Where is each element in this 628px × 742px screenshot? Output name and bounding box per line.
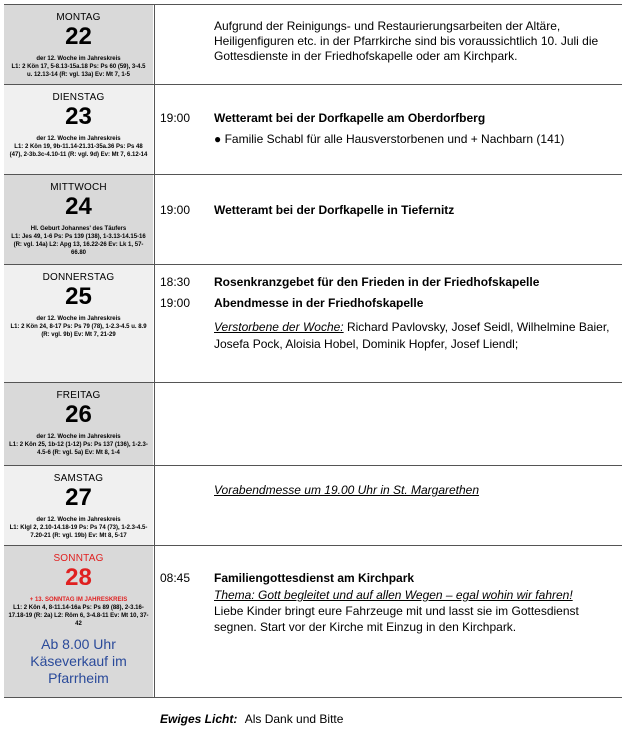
side-notice: Ab 8.00 Uhr Käseverkauf im Pfarrheim bbox=[30, 636, 127, 686]
notice-text: Vorabendmesse um 19.00 Uhr in St. Margarethen bbox=[214, 483, 480, 497]
divider bbox=[154, 546, 155, 698]
eternal-light-text: Als Dank und Bitte bbox=[244, 712, 344, 726]
day-readings: L1: 2 Kön 4, 8-11.14-16a Ps: Ps 89 (88), 2-3.16-17.18-19 (R: 2a) L2: Röm 6, 3-4.8-11 Ev: Mt 10, 37-42 bbox=[8, 605, 149, 627]
day-name: MITTWOCH bbox=[50, 182, 107, 193]
day-content bbox=[160, 203, 618, 218]
divider bbox=[154, 265, 155, 383]
day-content bbox=[160, 19, 618, 64]
event-title: Wetteramt bei der Dorfkapelle am Oberdorfberg bbox=[214, 111, 486, 125]
bottom-divider bbox=[4, 697, 622, 698]
event-description: Liebe Kinder bringt eure Fahrzeuge mit und lasst sie im Gottesdienst segnen. Start vor der Kirche mit Einzug in den Kirchpark. bbox=[214, 604, 579, 634]
divider bbox=[154, 383, 155, 466]
day-cell bbox=[4, 466, 153, 546]
day-content bbox=[160, 275, 618, 353]
day-number: 26 bbox=[65, 401, 92, 428]
day-readings: L1: Klgl 2, 2.10-14.18-19 Ps: Ps 74 (73), 1-2.3-4.5-7.20-21 (R: vgl. 19b) Ev: Mt 8, 5-17 bbox=[9, 525, 148, 539]
day-cell bbox=[4, 383, 153, 466]
day-readings: L1: 2 Kön 17, 5-8.13-15a.18 Ps: Ps 60 (59), 3-4.5 u. 12.13-14 (R: vgl. 13a) Ev: Mt 7, 1-5 bbox=[11, 64, 146, 78]
divider bbox=[154, 85, 155, 175]
day-subtitle: der 12. Woche im Jahreskreis bbox=[36, 316, 121, 322]
event-time: 19:00 bbox=[160, 111, 191, 125]
day-readings: L1: 2 Kön 24, 8-17 Ps: Ps 79 (78), 1-2.3-4.5 u. 8.9 (R: vgl. 9b) Ev: Mt 7, 21-29 bbox=[10, 324, 147, 338]
day-cell bbox=[4, 265, 153, 383]
day-subtitle: der 12. Woche im Jahreskreis bbox=[36, 136, 121, 142]
day-subtitle: + 13. SONNTAG IM JAHRESKREIS bbox=[29, 597, 128, 603]
event-theme: Thema: Gott begleitet und auf allen Wegen – egal wohin wir fahren! bbox=[214, 588, 573, 602]
day-number: 25 bbox=[65, 283, 92, 310]
day-number: 23 bbox=[65, 103, 92, 130]
event-title: Abendmesse in der Friedhofskapelle bbox=[214, 296, 424, 310]
event-item bbox=[160, 275, 618, 290]
day-row-saturday bbox=[4, 465, 622, 546]
day-cell bbox=[4, 5, 153, 85]
day-subtitle: der 12. Woche im Jahreskreis bbox=[36, 434, 121, 440]
day-name: SONNTAG bbox=[53, 553, 104, 564]
day-content bbox=[160, 111, 618, 147]
day-cell bbox=[4, 85, 153, 175]
notice-text: Aufgrund der Reinigungs- und Restaurierungsarbeiten der Altäre, Heiligenfiguren etc. in der Pfarrkirche sind bis voraussichtlich 10. Juli die Gottesdienste in der Friedhofskapelle oder am Kirchpark. bbox=[214, 19, 599, 63]
event-item bbox=[160, 203, 618, 218]
event-title: Rosenkranzgebet für den Frieden in der Friedhofskapelle bbox=[214, 275, 540, 289]
day-row-tuesday bbox=[4, 84, 622, 175]
day-number: 28 bbox=[65, 564, 92, 591]
day-number: 24 bbox=[65, 193, 92, 220]
day-readings: L1: 2 Kön 25, 1b-12 (1-12) Ps: Ps 137 (136), 1-2.3-4.5-6 (R: vgl. 5a) Ev: Mt 8, 1-4 bbox=[9, 442, 148, 456]
day-number: 27 bbox=[65, 484, 92, 511]
day-row-monday bbox=[4, 4, 622, 85]
deceased-names: Richard Pavlovsky, Josef Seidl, Wilhelmine Baier, Josefa Pock, Aloisia Hobel, Dominik Hopfer, Josef Liendl; bbox=[214, 320, 610, 351]
event-time: 19:00 bbox=[160, 203, 191, 217]
event-title: ● Familie Schabl für alle Hausverstorbenen und + Nachbarn (141) bbox=[214, 132, 565, 146]
day-number: 22 bbox=[65, 23, 92, 50]
divider bbox=[154, 175, 155, 265]
deceased-label: Verstorbene der Woche: bbox=[214, 320, 344, 334]
eternal-light bbox=[160, 712, 343, 726]
day-row-wednesday bbox=[4, 174, 622, 265]
day-name: MONTAG bbox=[56, 12, 101, 23]
day-row-friday bbox=[4, 382, 622, 466]
day-readings: L1: 2 Kön 19, 9b-11.14-21.31-35a.36 Ps: Ps 48 (47), 2-3b.3c-4.10-11 (R: vgl. 9d) Ev: Mt 7, 6.12-14 bbox=[9, 144, 148, 158]
divider bbox=[154, 5, 155, 85]
day-row-thursday bbox=[4, 264, 622, 383]
deceased-list bbox=[160, 319, 618, 353]
day-cell bbox=[4, 175, 153, 265]
eternal-light-label: Ewiges Licht: bbox=[160, 712, 238, 726]
event-time: 08:45 bbox=[160, 571, 191, 585]
day-name: DONNERSTAG bbox=[42, 272, 115, 283]
day-name: SAMSTAG bbox=[53, 473, 104, 484]
event-item bbox=[160, 111, 618, 126]
day-subtitle: der 12. Woche im Jahreskreis bbox=[36, 56, 121, 62]
event-time: 18:30 bbox=[160, 275, 191, 289]
day-cell bbox=[4, 546, 153, 698]
day-row-sunday bbox=[4, 545, 622, 698]
event-item bbox=[160, 132, 618, 147]
event-time: 19:00 bbox=[160, 296, 191, 310]
event-item bbox=[160, 296, 618, 311]
event-title: Familiengottesdienst am Kirchpark bbox=[214, 571, 415, 585]
day-subtitle: Hl. Geburt Johannes' des Täufers bbox=[30, 226, 127, 232]
day-subtitle: der 12. Woche im Jahreskreis bbox=[36, 517, 121, 523]
day-name: FREITAG bbox=[56, 390, 101, 401]
event-item bbox=[160, 571, 618, 586]
day-content bbox=[160, 571, 618, 635]
day-name: DIENSTAG bbox=[52, 92, 105, 103]
event-title: Wetteramt bei der Dorfkapelle in Tiefernitz bbox=[214, 203, 455, 217]
day-readings: L1: Jes 49, 1-6 Ps: Ps 139 (138), 1-3.13-14.15-16 (R: vgl. 14a) L2: Apg 13, 16.22-26 Ev: Lk 1, 57-66.80 bbox=[11, 234, 146, 256]
divider bbox=[154, 466, 155, 546]
day-content bbox=[160, 483, 618, 498]
